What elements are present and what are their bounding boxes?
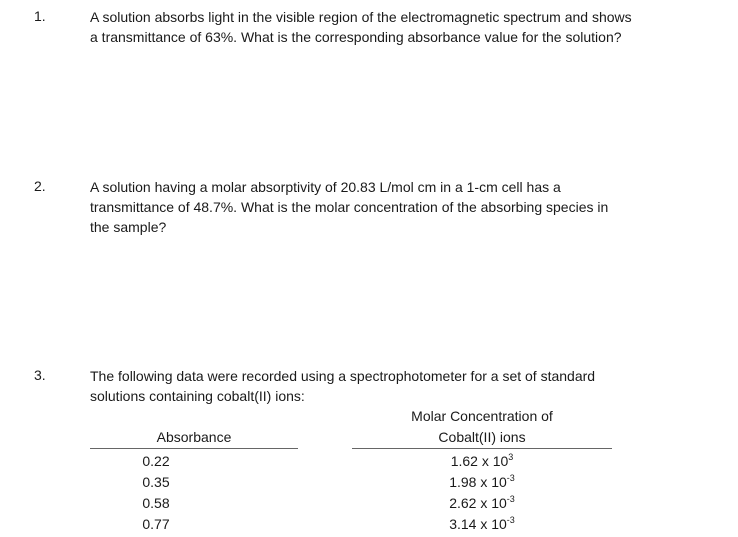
question-number: 3. [34,367,46,383]
question-number: 2. [34,178,46,194]
concentration-cell [352,516,612,532]
question-line: transmittance of 48.7%. What is the molar concentration of the absorbing species in [90,199,609,215]
concentration-header-line1: Molar Concentration of [411,408,553,424]
question-line: the sample? [90,219,167,235]
data-table [0,406,738,536]
absorbance-cell: 0.77 [142,516,170,532]
concentration-cell [352,474,612,490]
concentration-base: 1.62 x 10 [450,453,509,469]
absorbance-cell: 0.35 [142,474,170,490]
concentration-base: 2.62 x 10 [449,495,507,511]
question-line: a transmittance of 63%. What is the corresponding absorbance value for the solution? [90,29,622,45]
question-line: The following data were recorded using a spectrophotometer for a set of standard [90,368,596,384]
concentration-exponent: -3 [506,515,515,525]
concentration-base: 3.14 x 10 [449,516,507,532]
concentration-exponent: -3 [506,494,515,504]
question-line: A solution absorbs light in the visible region of the electromagnetic spectrum and shows [90,9,632,25]
concentration-exponent: -3 [506,473,515,483]
concentration-cell [352,495,612,511]
header-underline [352,448,612,449]
concentration-exponent: 3 [508,452,514,462]
absorbance-header: Absorbance [156,429,232,445]
question-number: 1. [34,8,46,24]
concentration-base: 1.98 x 10 [449,474,507,490]
header-underline [90,448,298,449]
absorbance-cell: 0.58 [142,495,170,511]
question-text [90,366,720,406]
question-text [90,177,720,237]
concentration-cell [352,453,612,469]
question-line: solutions containing cobalt(II) ions: [90,388,305,404]
concentration-header-line2: Cobalt(II) ions [438,429,526,445]
absorbance-cell: 0.22 [142,453,170,469]
question-line: A solution having a molar absorptivity of 20.83 L/mol cm in a 1-cm cell has a [90,179,561,195]
question-text [90,7,720,47]
